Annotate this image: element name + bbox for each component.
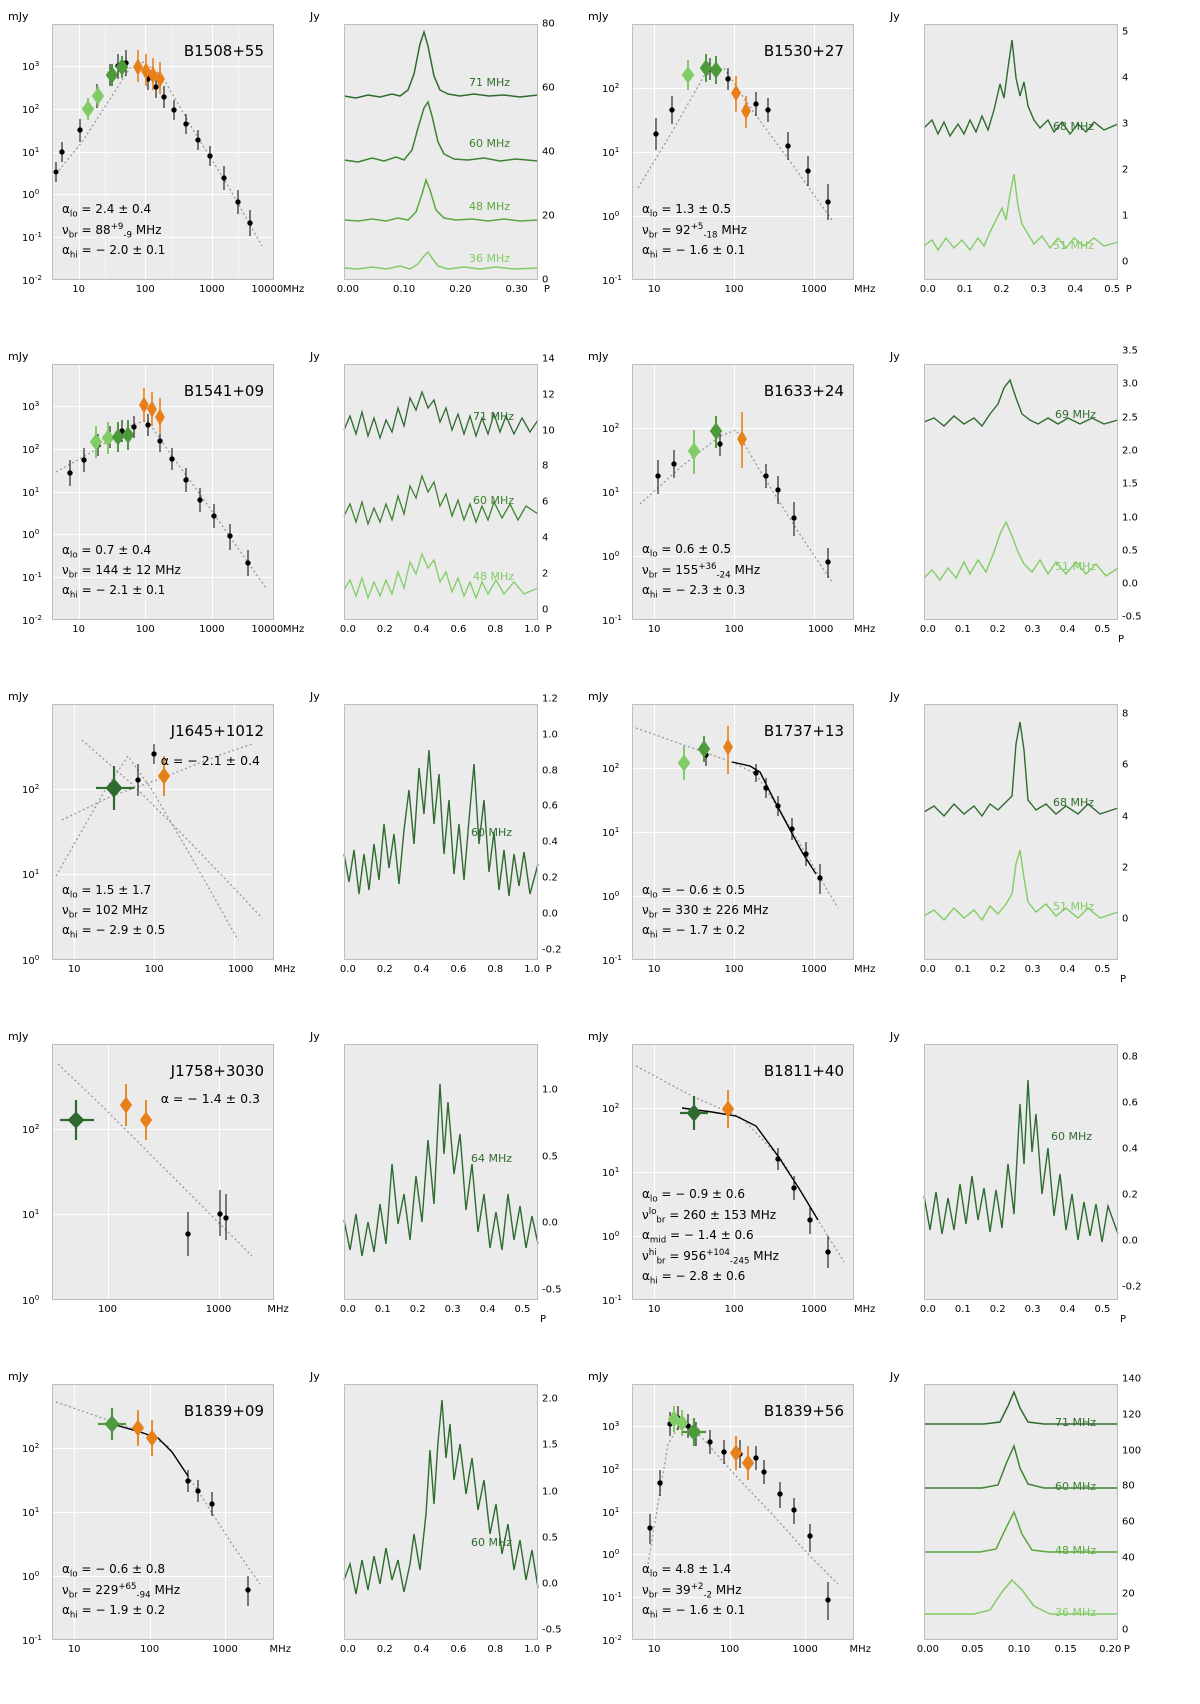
plot-area: B1541+09 $\alpha_{lo} = 0.7 \pm 0.4$ $\nu_{br} = 144 \pm 12$ MHz $\alpha_{hi}$ = − 2.1 ± 0.1 $10^{-2}$ $10^{-1}$ $10^0$ $10^1$ $10^2$ $10^3$ 10 100 1000 10000 MHz — [52, 364, 274, 620]
panel-title: B1541+09 — [183, 382, 264, 400]
trace-label: 48 MHz — [1054, 1544, 1096, 1557]
trace-label: 69 MHz — [1054, 408, 1096, 421]
trace-label: 51 MHz — [1052, 900, 1094, 913]
trace-label: 51 MHz — [1052, 239, 1094, 252]
plot-area: 64 MHz -0.5 0.0 0.5 1.0 0.0 0.1 0.2 0.3 0.4 0.5 P — [344, 1044, 538, 1300]
spectrum-panel-B1811+40 — [588, 1030, 880, 1330]
plot-area: 60 MHz -0.2 0.0 0.2 0.4 0.6 0.8 0.0 0.1 0.2 0.3 0.4 0.5 P — [924, 1044, 1118, 1300]
pulse-profiles — [344, 1384, 538, 1640]
plot-area: 60 MHz -0.2 0.0 0.2 0.4 0.6 0.8 1.0 1.2 0.0 0.2 0.4 0.6 0.8 1.0 P — [339, 693, 562, 975]
fit-annotations: $\alpha_{lo} = 1.3 \pm 0.5$ $\nu_{br} = 92^{+5}_{-18}$ MHz $\alpha_{hi}$ = − 1.6 ± 0.1 — [642, 202, 747, 261]
x-axis-unit: P — [545, 1644, 552, 1655]
y-axis-unit: mJy — [8, 690, 29, 703]
plot-area: 60 MHz -0.5 0.0 0.5 1.0 1.5 2.0 0.0 0.2 0.4 0.6 0.8 1.0 P — [344, 1384, 538, 1640]
panel-title: J1645+1012 — [170, 722, 264, 740]
profile-panel-B1811+40 — [890, 1030, 1158, 1330]
y-axis-unit: Jy — [310, 10, 320, 23]
profile-panel-B1530+27 — [890, 10, 1158, 310]
plot-area: J1645+1012 α = − 2.1 ± 0.4 $\alpha_{lo} = 1.5 \pm 1.7$ $\nu_{br} = 102$ MHz $\alpha_{hi}$ = − 2.9 ± 0.5 $10^0$ $10^1$ $10^2$ 10 100 1000 MHz — [52, 704, 274, 960]
spectrum-panel-J1645+1012 — [8, 690, 300, 990]
plot-area: 69 MHz 51 MHz -0.5 0.0 0.5 1.0 1.5 2.0 2.5 3.0 3.5 0.0 0.1 0.2 0.3 0.4 0.5 P — [919, 345, 1142, 645]
pulse-profiles — [919, 345, 1142, 645]
x-axis-unit: P — [545, 624, 552, 635]
spectrum-panel-B1633+24 — [588, 350, 880, 650]
y-axis-unit: mJy — [588, 1370, 609, 1383]
trace-label: 51 MHz — [1054, 560, 1096, 573]
trace-label: 60 MHz — [470, 826, 512, 839]
plot-area: J1758+3030 α = − 1.4 ± 0.3 $10^0$ $10^1$ $10^2$ 100 1000 MHz — [52, 1044, 274, 1300]
trace-label: 60 MHz — [1054, 1480, 1096, 1493]
profile-panel-B1839+56 — [890, 1370, 1158, 1670]
y-axis-unit: mJy — [588, 10, 609, 23]
profile-panel-B1508+55 — [310, 10, 578, 310]
fit-annotations: $\alpha_{lo} = 0.7 \pm 0.4$ $\nu_{br} = 144 \pm 12$ MHz $\alpha_{hi}$ = − 2.1 ± 0.1 — [62, 543, 181, 601]
y-axis-unit: Jy — [890, 1030, 900, 1043]
trace-label: 71 MHz — [468, 76, 510, 89]
y-axis-unit: Jy — [890, 350, 900, 363]
spectrum-panel-B1839+09 — [8, 1370, 300, 1670]
trace-label: 60 MHz — [468, 137, 510, 150]
fit-annotations: $\alpha_{lo} = 1.5 \pm 1.7$ $\nu_{br} = 102$ MHz $\alpha_{hi}$ = − 2.9 ± 0.5 — [62, 883, 166, 941]
trace-label: 60 MHz — [470, 1536, 512, 1549]
pulse-profiles — [336, 18, 555, 295]
panel-title: B1737+13 — [763, 722, 844, 740]
plot-area: B1811+40 $\alpha_{lo}$ = − 0.9 ± 0.6 $\nu^{lo}_{br} = 260 \pm 153$ MHz $\alpha_{mid}$ = − 1.4 ± 0.6 $\nu^{hi}_{br} = 956^{+104}_{-245}$ MHz $\alpha_{hi}$ = − 2.8 ± 0.6 $10^{-1}$ $10^0$ $10^1$ $10^2$ 10 100 1000 MHz — [632, 1044, 854, 1300]
y-axis-unit: mJy — [588, 690, 609, 703]
plot-area: B1839+09 $\alpha_{lo}$ = − 0.6 ± 0.8 $\nu_{br} = 229^{+65}_{-94}$ MHz $\alpha_{hi}$ = − 1.9 ± 0.2 $10^{-1}$ $10^0$ $10^1$ $10^2$ 10 100 1000 MHz — [52, 1384, 274, 1640]
x-axis-unit: MHz — [854, 284, 876, 295]
y-axis-unit: Jy — [310, 1370, 320, 1383]
x-axis-unit: P — [545, 964, 552, 975]
profile-panel-B1839+09 — [310, 1370, 578, 1670]
trace-label: 36 MHz — [1054, 1606, 1096, 1619]
panel-title: B1839+09 — [183, 1402, 264, 1420]
profile-panel-B1541+09 — [310, 350, 578, 650]
spectrum-panel-B1737+13 — [588, 690, 880, 990]
trace-label: 48 MHz — [468, 200, 510, 213]
panel-title: J1758+3030 — [170, 1062, 264, 1080]
y-axis-unit: Jy — [310, 690, 320, 703]
fit-annotations: $\alpha_{lo} = 4.8 \pm 1.4$ $\nu_{br} = 39^{+2}_{-2}$ MHz $\alpha_{hi}$ = − 1.6 ± 0.1 — [642, 1562, 746, 1621]
x-axis-unit: MHz — [269, 1644, 291, 1655]
profile-panel-J1645+1012 — [310, 690, 578, 990]
y-axis-unit: mJy — [8, 1370, 29, 1383]
plot-area: 68 MHz 51 MHz 0 2 4 6 8 0.0 0.1 0.2 0.3 0.4 0.5 P — [924, 704, 1118, 960]
spectrum-curve — [52, 1044, 274, 1300]
x-axis-unit: MHz — [854, 964, 876, 975]
y-axis-unit: Jy — [890, 1370, 900, 1383]
profile-panel-B1633+24 — [890, 345, 1158, 650]
trace-label: 60 MHz — [472, 494, 514, 507]
trace-label: 36 MHz — [468, 252, 510, 265]
plot-area: B1839+56 $\alpha_{lo} = 4.8 \pm 1.4$ $\nu_{br} = 39^{+2}_{-2}$ MHz $\alpha_{hi}$ = − 1.6 ± 0.1 $10^{-2}$ $10^{-1}$ $10^0$ $10^1$ $10^2$ $10^3$ 10 100 1000 MHz — [632, 1384, 854, 1640]
y-axis-unit: Jy — [310, 350, 320, 363]
panel-title: B1811+40 — [763, 1062, 844, 1080]
pulse-profiles — [924, 704, 1118, 960]
trace-label: 64 MHz — [470, 1152, 512, 1165]
panel-title: B1508+55 — [183, 42, 264, 60]
plot-area: B1737+13 $\alpha_{lo}$ = − 0.6 ± 0.5 $\nu_{br} = 330 \pm 226$ MHz $\alpha_{hi}$ = − 1.7 ± 0.2 $10^{-1}$ $10^0$ $10^1$ $10^2$ 10 100 1000 MHz — [632, 704, 854, 960]
profile-panel-J1758+3030 — [310, 1030, 578, 1330]
spectrum-panel-B1541+09 — [8, 350, 305, 650]
x-axis-unit: MHz — [282, 284, 305, 295]
spectrum-panel-B1508+55 — [8, 10, 305, 310]
x-axis-unit: P — [1118, 634, 1125, 645]
x-axis-unit: MHz — [849, 1644, 871, 1655]
x-axis-unit: MHz — [274, 964, 296, 975]
y-axis-unit: mJy — [8, 1030, 29, 1043]
x-axis-unit: MHz — [282, 624, 305, 635]
y-axis-unit: Jy — [890, 690, 900, 703]
profile-panel-B1737+13 — [890, 690, 1158, 990]
y-axis-unit: mJy — [8, 10, 29, 23]
x-axis-unit: P — [1119, 1314, 1126, 1325]
trace-label: 68 MHz — [1052, 120, 1094, 133]
fit-annotations: $\alpha_{lo}$ = − 0.6 ± 0.5 $\nu_{br} = 330 \pm 226$ MHz $\alpha_{hi}$ = − 1.7 ± 0.2 — [642, 883, 769, 941]
alpha-label: α = − 2.1 ± 0.4 — [160, 753, 260, 768]
panel-title: B1633+24 — [763, 382, 844, 400]
x-axis-unit: P — [539, 1314, 546, 1325]
plot-area: B1530+27 $\alpha_{lo} = 1.3 \pm 0.5$ $\nu_{br} = 92^{+5}_{-18}$ MHz $\alpha_{hi}$ = − 1.6 ± 0.1 $10^{-1}$ $10^0$ $10^1$ $10^2$ 10 100 1000 MHz — [632, 24, 854, 280]
trace-label: 60 MHz — [1050, 1130, 1092, 1143]
x-axis-unit: MHz — [267, 1304, 289, 1315]
plot-area: 71 MHz 60 MHz 48 MHz 36 MHz 0 20 40 60 80 0.00 0.10 0.20 0.30 P — [336, 18, 555, 295]
plot-area: 71 MHz 60 MHz 48 MHz 36 MHz 0 20 40 60 80 100 120 140 0.00 0.05 0.10 0.15 0.20 P — [916, 1373, 1142, 1655]
x-axis-unit: P — [1125, 284, 1132, 295]
fit-annotations: $\alpha_{lo} = 2.4 \pm 0.4$ $\nu_{br} = 88^{+9}_{-9}$ MHz $\alpha_{hi}$ = − 2.0 ± 0.1 — [62, 202, 166, 261]
trace-label: 71 MHz — [472, 410, 514, 423]
plot-area: 68 MHz 51 MHz 0 1 2 3 4 5 0.0 0.1 0.2 0.3 0.4 0.5 P — [924, 24, 1118, 280]
fit-annotations: $\alpha_{lo} = 0.6 \pm 0.5$ $\nu_{br} = 155^{+36}_{-24}$ MHz $\alpha_{hi}$ = − 2.3 ± 0.3 — [642, 542, 761, 601]
x-axis-unit: MHz — [854, 1304, 876, 1315]
plot-area: B1633+24 $\alpha_{lo} = 0.6 \pm 0.5$ $\nu_{br} = 155^{+36}_{-24}$ MHz $\alpha_{hi}$ = − 2.3 ± 0.3 $10^{-1}$ $10^0$ $10^1$ $10^2$ 10 100 1000 MHz — [632, 364, 854, 620]
panel-title: B1839+56 — [763, 1402, 844, 1420]
trace-label: 48 MHz — [472, 570, 514, 583]
y-axis-unit: Jy — [890, 10, 900, 23]
pulse-profiles — [344, 1044, 538, 1300]
spectrum-panel-B1530+27 — [588, 10, 880, 310]
alpha-label: α = − 1.4 ± 0.3 — [160, 1091, 260, 1106]
x-axis-unit: P — [543, 284, 550, 295]
y-axis-unit: Jy — [310, 1030, 320, 1043]
y-axis-unit: mJy — [588, 350, 609, 363]
fit-annotations: $\alpha_{lo}$ = − 0.6 ± 0.8 $\nu_{br} = 229^{+65}_{-94}$ MHz $\alpha_{hi}$ = − 1.9 ± 0.2 — [62, 1562, 181, 1621]
panel-title: B1530+27 — [763, 42, 844, 60]
pulse-profiles — [924, 1044, 1118, 1300]
spectrum-panel-B1839+56 — [588, 1370, 880, 1670]
y-axis-unit: mJy — [588, 1030, 609, 1043]
plot-area: B1508+55 $\alpha_{lo} = 2.4 \pm 0.4$ $\nu_{br} = 88^{+9}_{-9}$ MHz $\alpha_{hi}$ = − 2.0 ± 0.1 $10^{-2}$ $10^{-1}$ $10^0$ $10^1$ $10^2$ $10^3$ 10 100 1000 10000 MHz — [52, 24, 274, 280]
x-axis-unit: P — [1119, 974, 1126, 985]
y-axis-unit: mJy — [8, 350, 29, 363]
plot-area: 71 MHz 60 MHz 48 MHz 0 2 4 6 8 10 12 14 0.0 0.2 0.4 0.6 0.8 1.0 P — [339, 353, 555, 635]
spectrum-panel-J1758+3030 — [8, 1030, 300, 1330]
trace-label: 68 MHz — [1052, 796, 1094, 809]
x-axis-unit: P — [1123, 1644, 1130, 1655]
x-axis-unit: MHz — [854, 624, 876, 635]
trace-label: 71 MHz — [1054, 1416, 1096, 1429]
fit-annotations: $\alpha_{lo}$ = − 0.9 ± 0.6 $\nu^{lo}_{br} = 260 \pm 153$ MHz $\alpha_{mid}$ = − 1.4 ± 0.6 $\nu^{hi}_{br} = 956^{+104}_{-245}$ MHz $\alpha_{hi}$ = − 2.8 ± 0.6 — [642, 1187, 779, 1287]
